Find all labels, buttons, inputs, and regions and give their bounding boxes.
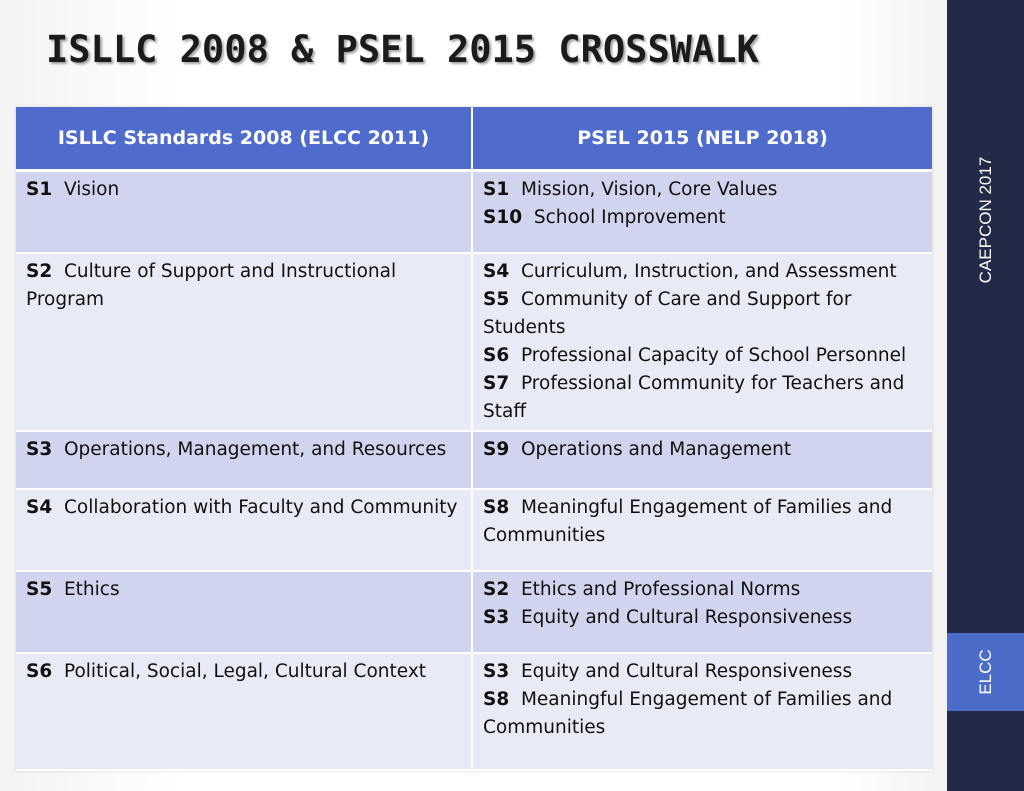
psel-text: Operations and Management <box>520 438 792 460</box>
isllc-text: Operations, Management, and Resources <box>63 438 447 460</box>
psel-code: S1 <box>483 179 510 200</box>
psel-code: S9 <box>483 438 510 460</box>
isllc-text: Culture of Support and Instructional Program <box>26 260 397 310</box>
crosswalk-table <box>16 107 932 771</box>
psel-code: S8 <box>483 496 510 518</box>
psel-cell <box>472 653 932 770</box>
sidebar-bottom-label: ELCC <box>975 649 995 695</box>
psel-text: Mission, Vision, Core Values <box>520 179 778 200</box>
psel-item <box>483 658 924 686</box>
psel-code: S2 <box>483 578 510 600</box>
sidebar-top-label: CAEPCON 2017 <box>975 156 995 284</box>
slide-title: ISLLC 2008 & PSEL 2015 CROSSWALK <box>46 28 759 71</box>
isllc-code: S6 <box>26 660 53 682</box>
isllc-cell <box>16 253 472 431</box>
isllc-cell <box>16 171 472 253</box>
isllc-code: S2 <box>26 260 53 282</box>
psel-item <box>483 604 924 632</box>
sidebar-bottom <box>947 633 1024 711</box>
table-row <box>16 253 932 431</box>
psel-item <box>483 258 924 286</box>
psel-code: S3 <box>483 606 510 628</box>
table-row <box>16 171 932 253</box>
psel-cell <box>472 571 932 653</box>
psel-cell <box>472 253 932 431</box>
psel-item <box>483 494 924 550</box>
psel-text: Ethics and Professional Norms <box>520 578 801 600</box>
psel-text: Meaningful Engagement of Families and Communities <box>483 688 893 738</box>
psel-text: Equity and Cultural Responsiveness <box>520 606 853 628</box>
psel-item <box>483 176 924 204</box>
sidebar-top <box>947 120 1024 320</box>
psel-text: Meaningful Engagement of Families and Communities <box>483 496 893 546</box>
header-psel: PSEL 2015 (NELP 2018) <box>472 107 932 171</box>
psel-cell <box>472 171 932 253</box>
psel-cell <box>472 489 932 571</box>
table-row <box>16 431 932 489</box>
psel-code: S7 <box>483 372 510 394</box>
psel-item <box>483 286 924 342</box>
isllc-cell <box>16 653 472 770</box>
isllc-text: Collaboration with Faculty and Community <box>63 496 458 518</box>
isllc-cell <box>16 571 472 653</box>
psel-code: S10 <box>483 207 523 228</box>
table-body <box>16 171 932 770</box>
isllc-code: S4 <box>26 496 53 518</box>
psel-code: S3 <box>483 660 510 682</box>
psel-item <box>483 370 924 426</box>
header-isllc: ISLLC Standards 2008 (ELCC 2011) <box>16 107 472 171</box>
psel-code: S5 <box>483 288 510 310</box>
psel-code: S6 <box>483 344 510 366</box>
psel-text: Professional Capacity of School Personnel <box>520 344 907 366</box>
psel-text: Curriculum, Instruction, and Assessment <box>520 260 897 282</box>
table-row <box>16 653 932 770</box>
sidebar <box>947 0 1024 791</box>
psel-item <box>483 342 924 370</box>
isllc-cell <box>16 489 472 571</box>
psel-code: S8 <box>483 688 510 710</box>
psel-item <box>483 576 924 604</box>
isllc-code: S1 <box>26 179 53 200</box>
isllc-cell <box>16 431 472 489</box>
isllc-text: Ethics <box>63 578 120 600</box>
isllc-text: Vision <box>63 179 120 200</box>
psel-code: S4 <box>483 260 510 282</box>
psel-item <box>483 436 924 464</box>
psel-text: School Improvement <box>533 207 726 228</box>
isllc-code: S3 <box>26 438 53 460</box>
psel-item <box>483 204 924 232</box>
psel-text: Professional Community for Teachers and Staff <box>483 372 905 422</box>
table-row <box>16 571 932 653</box>
table-row <box>16 489 932 571</box>
isllc-code: S5 <box>26 578 53 600</box>
psel-text: Community of Care and Support for Students <box>483 288 852 338</box>
psel-cell <box>472 431 932 489</box>
table-header-row <box>16 107 932 171</box>
psel-item <box>483 686 924 742</box>
psel-text: Equity and Cultural Responsiveness <box>520 660 853 682</box>
isllc-text: Political, Social, Legal, Cultural Context <box>63 660 427 682</box>
